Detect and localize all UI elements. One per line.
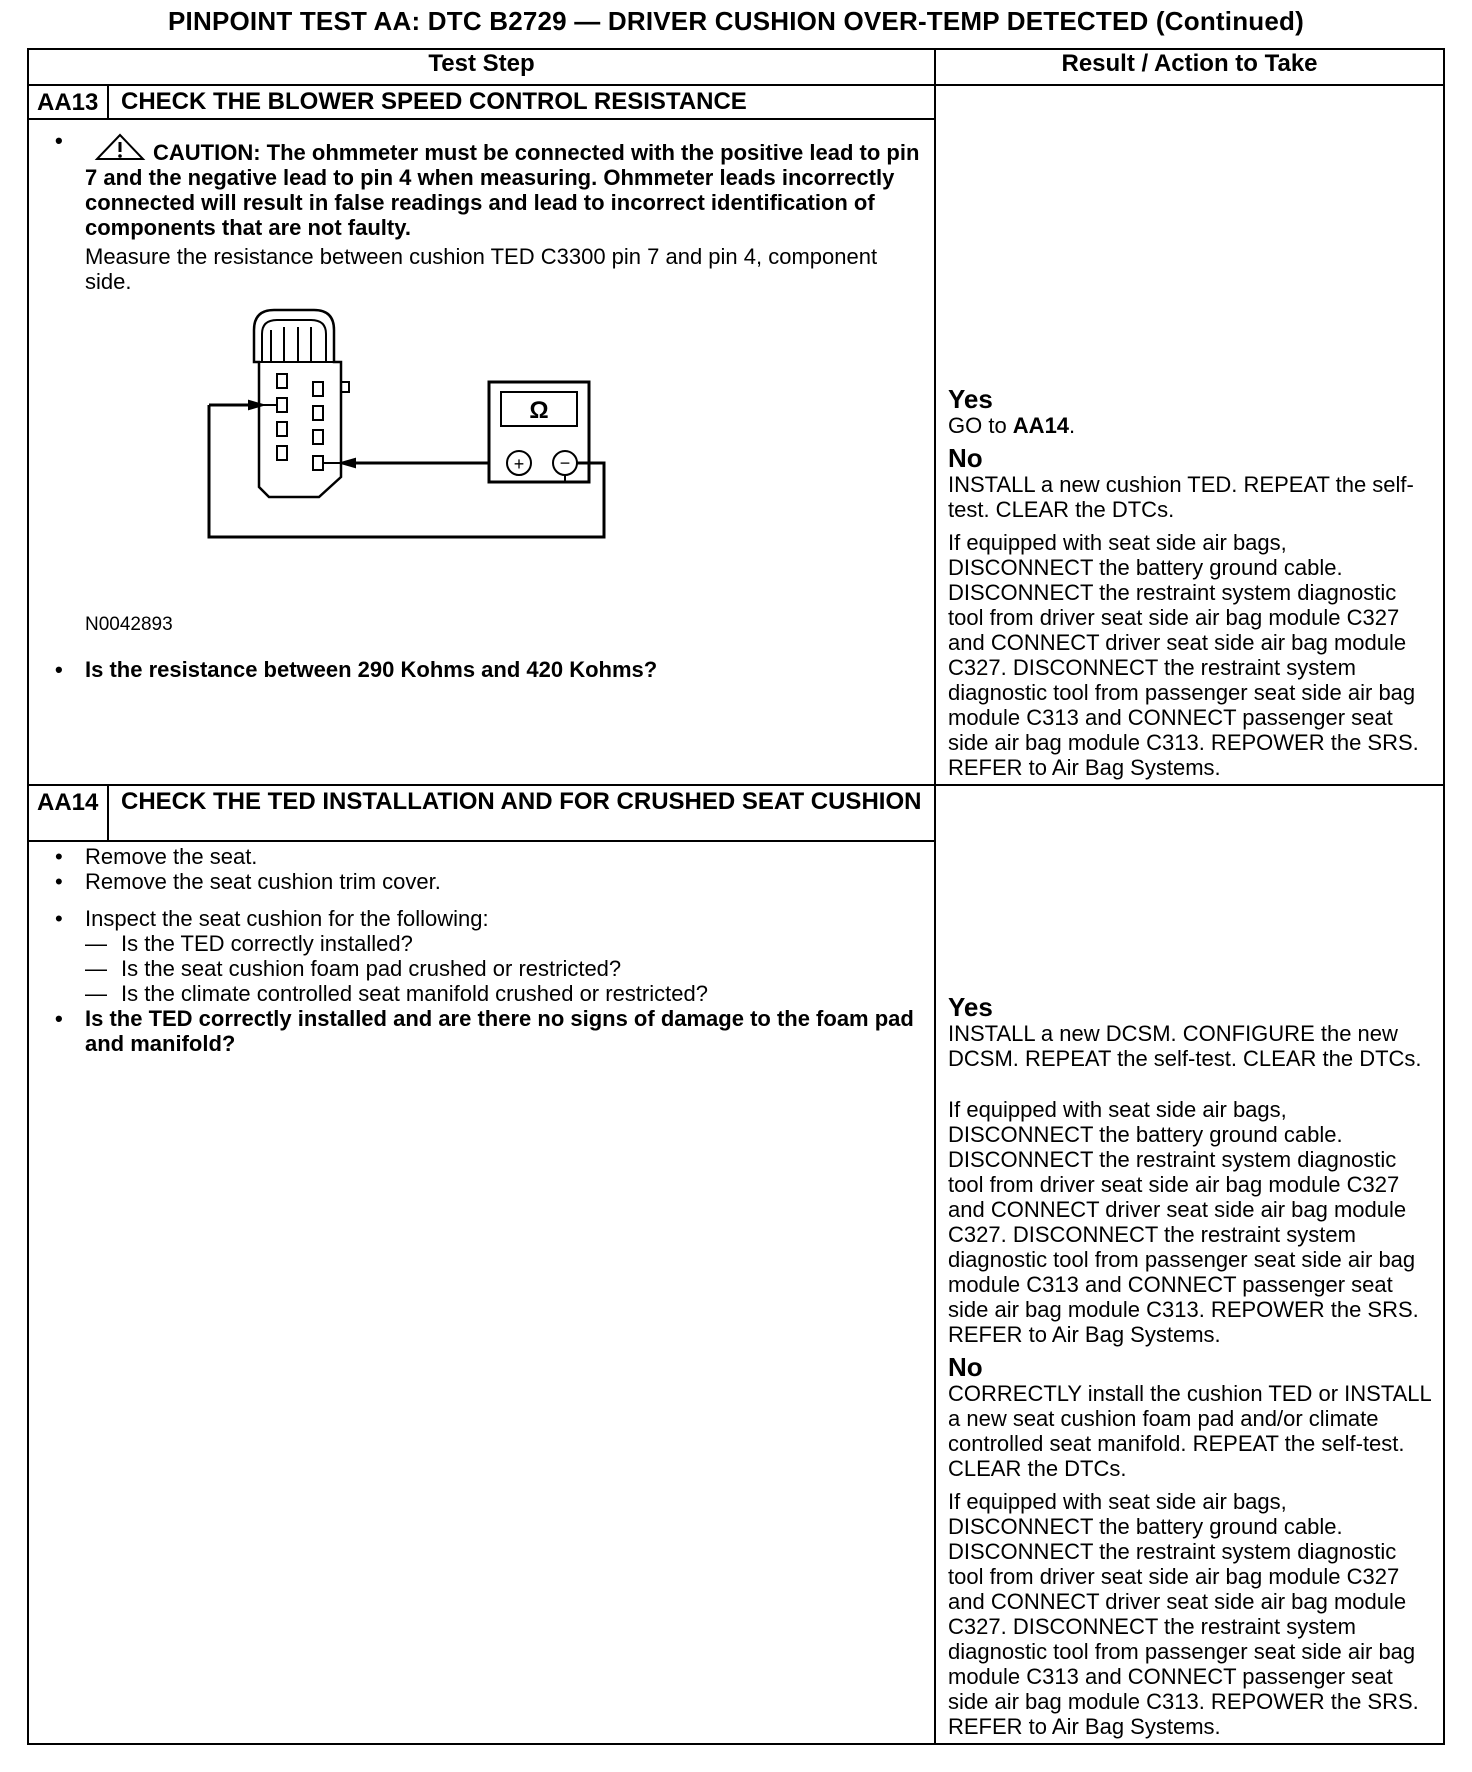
caution-triangle-icon (93, 132, 147, 162)
aa14-check-3: — Is the climate controlled seat manifold crushed or restricted? (49, 981, 924, 1006)
step-id-aa14: AA14 (28, 785, 108, 841)
pinpoint-test-table (27, 48, 1445, 1745)
connector-pin (313, 456, 323, 470)
aa14-yes-airbag-text: If equipped with seat side air bags, DISCONNECT the battery ground cable. DISCONNECT the restraint system diagnostic tool from driver seat side air bag module C327 and CONNECT driver seat side air bag module C327. DISCONNECT the restraint system diagnostic tool from passenger seat side air bag module C313 and CONNECT passenger seat side air bag module C313. REPOWER the SRS. REFER to Air Bag Systems. (948, 1097, 1419, 1347)
result-aa13 (935, 85, 1444, 785)
step-title-aa13: CHECK THE BLOWER SPEED CONTROL RESISTANCE (108, 85, 935, 119)
header-result: Result / Action to Take (935, 49, 1444, 85)
connector-pin (313, 406, 323, 420)
aa13-no-text: INSTALL a new cushion TED. REPEAT the self-test. CLEAR the DTCs. (948, 472, 1414, 522)
diagram-svg (49, 302, 849, 702)
aa14-yes-text: INSTALL a new DCSM. CONFIGURE the new DCSM. REPEAT the self-test. CLEAR the DTCs. (948, 1021, 1422, 1071)
table-header-row (28, 49, 1444, 85)
aa13-instruction: Measure the resistance between cushion TED C3300 pin 7 and pin 4, component side. (85, 244, 878, 294)
step-id-aa13: AA13 (28, 85, 108, 119)
connector-pin (277, 374, 287, 388)
connector-pin (277, 422, 287, 436)
connector-pin (277, 446, 287, 460)
step-title-aa14: CHECK THE TED INSTALLATION AND FOR CRUSHED SEAT CUSHION (108, 785, 935, 841)
aa14-no-airbag-text: If equipped with seat side air bags, DISCONNECT the battery ground cable. DISCONNECT the restraint system diagnostic tool from driver seat side air bag module C327 and CONNECT driver seat side air bag module C327. DISCONNECT the restraint system diagnostic tool from passenger seat side air bag module C313 and CONNECT passenger seat side air bag module C313. REPOWER the SRS. REFER to Air Bag Systems. (948, 1489, 1419, 1739)
header-test-step: Test Step (28, 49, 935, 85)
aa14-yes-label: Yes (948, 992, 993, 1022)
svg-text:+: + (513, 454, 525, 474)
aa14-question: • Is the TED correctly installed and are there no signs of damage to the foam pad and manifold? (49, 1006, 924, 1056)
aa13-caution: • CAUTION: The ohmmeter must be connected with the positive lead to pin 7 and the negative lead to pin 4 when measuring. Ohmmeter leads incorrectly connected will result in false readings and lead to incorrect identification of components that are not faulty. (49, 128, 924, 240)
step-aa13-title-row (28, 85, 1444, 119)
aa13-no-airbag-text: If equipped with seat side air bags, DISCONNECT the battery ground cable. DISCONNECT the restraint system diagnostic tool from driver seat side air bag module C327 and CONNECT driver seat side air bag module C327. DISCONNECT the restraint system diagnostic tool from passenger seat side air bag module C313 and CONNECT passenger seat side air bag module C313. REPOWER the SRS. REFER to Air Bag Systems. (948, 530, 1419, 780)
aa14-check-1: — Is the TED correctly installed? (49, 931, 924, 956)
step-aa14-title-row (28, 785, 1444, 841)
aa14-check-2: — Is the seat cushion foam pad crushed or restricted? (49, 956, 924, 981)
aa13-question: • Is the resistance between 290 Kohms and 420 Kohms? (49, 657, 924, 682)
connector-pin (313, 430, 323, 444)
svg-text:−: − (559, 453, 571, 473)
figure-id: N0042893 (85, 614, 173, 635)
step-body-aa13 (28, 119, 935, 785)
aa14-no-label: No (948, 1352, 983, 1382)
ohmmeter-connector-diagram (49, 302, 924, 702)
page-title: PINPOINT TEST AA: DTC B2729 — DRIVER CUSHION OVER-TEMP DETECTED (Continued) (168, 6, 1304, 36)
aa13-yes-text: GO to AA14. (948, 413, 1076, 438)
connector-pin (277, 398, 287, 412)
step-body-aa14 (28, 841, 935, 1744)
aa14-step-3: • Inspect the seat cushion for the following: (49, 906, 924, 931)
ohm-symbol: Ω (529, 397, 549, 424)
aa14-step-1: • Remove the seat. (49, 844, 924, 869)
aa13-no-label: No (948, 443, 983, 473)
result-aa14 (935, 785, 1444, 1744)
connector-pin (313, 382, 323, 396)
aa13-yes-label: Yes (948, 384, 993, 414)
aa14-step-2: • Remove the seat cushion trim cover. (49, 869, 924, 894)
aa14-no-text: CORRECTLY install the cushion TED or INSTALL a new seat cushion foam pad and/or climate controlled seat manifold. REPEAT the self-test. CLEAR the DTCs. (948, 1381, 1431, 1481)
